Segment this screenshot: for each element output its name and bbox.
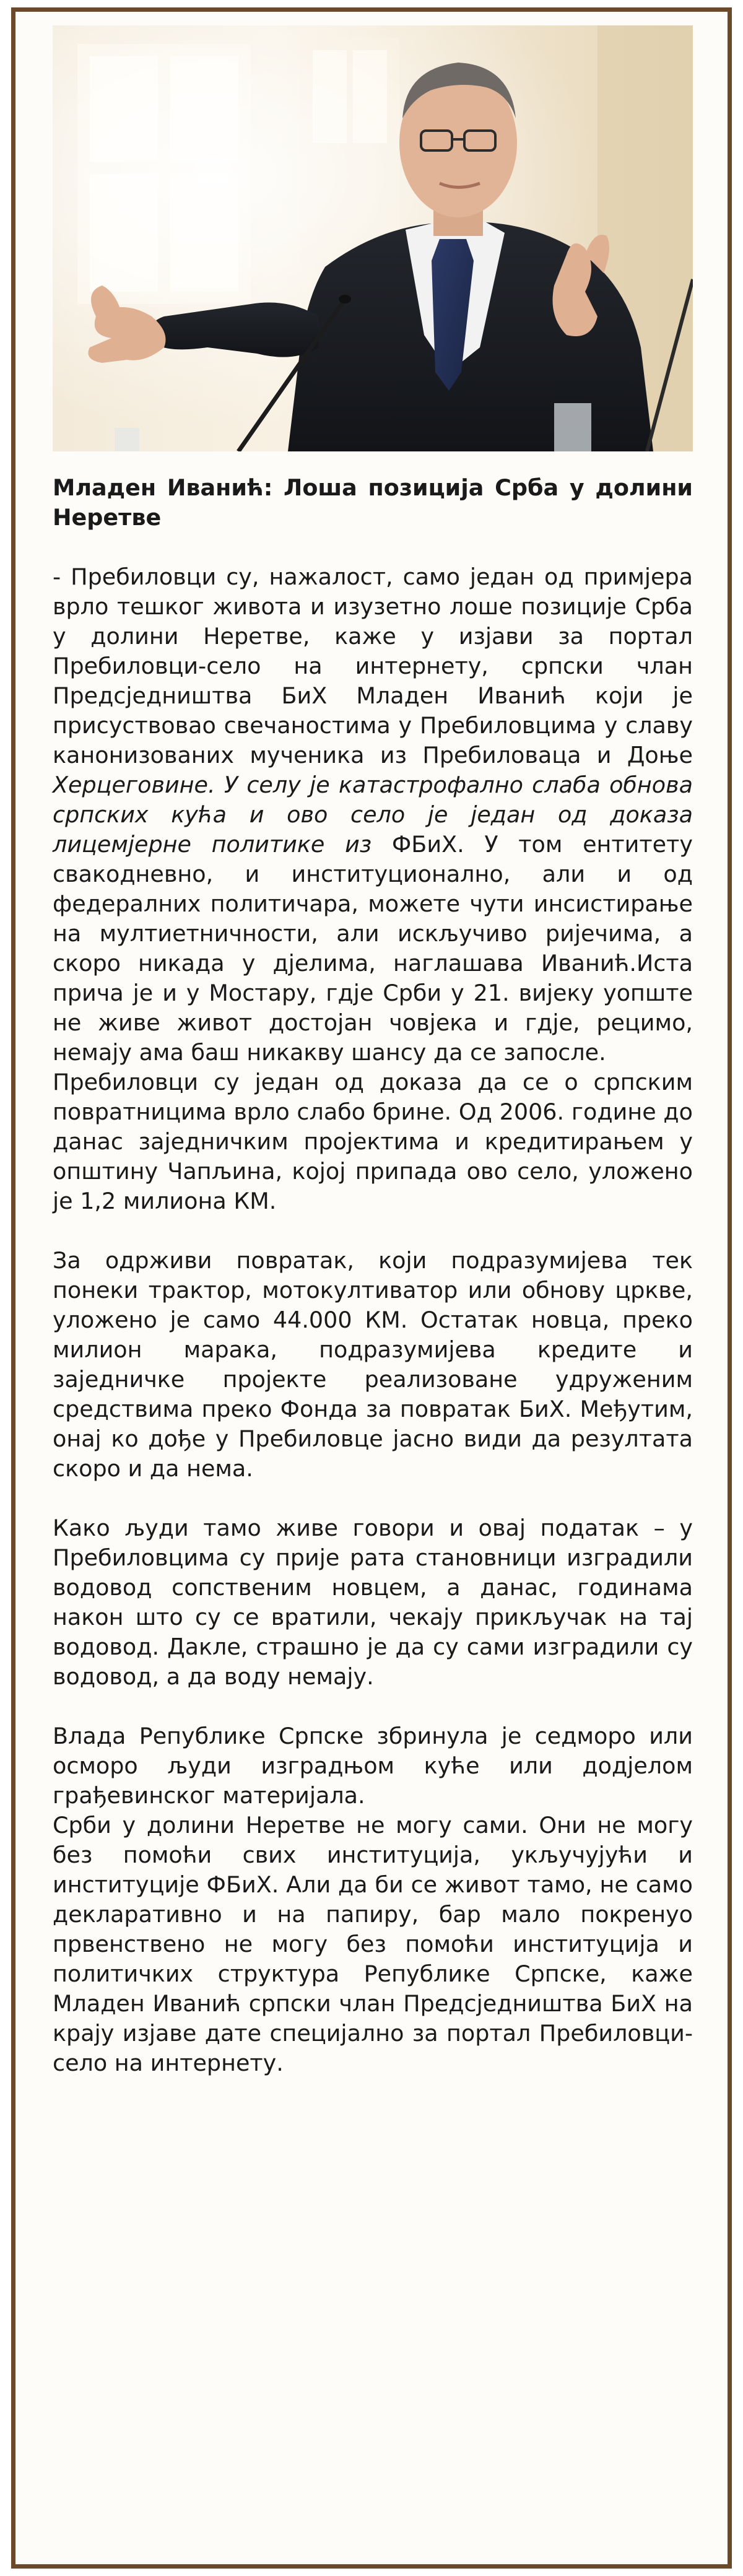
paragraph-2: Пребиловци су један од доказа да се о српским повратницима врло слабо брине. Од 2006. године до данас заједничким пројектима и кредитирањем у општину Чапљина, којој припада ово село, уложено је 1,2 милиона КМ.	[53, 1069, 693, 1214]
paragraph-4: Како људи тамо живе говори и овај податак – у Пребиловцима су прије рата становници изградили водовод сопственим новцем, а данас, годинама након што су се вратили, чекају прикључак на тај водовод. Дакле, страшно је да су сами изградили су водовод, а да воду немају.	[53, 1515, 693, 1690]
paragraph-1-text-a: - Пребиловци су, нажалост, само један од примјера врло тешког живота и изузетно лоше позиције Срба у долини Неретве, каже у изјави за портал Пребиловци-село на интернету, српски члан Предсједништва БиХ Младен Иванић који је присуствовао свечаностима у Пребиловцима у славу канонизованих мученика из Пребиловаца и Доње	[53, 564, 693, 768]
paragraph-1-text-c: ФБиХ. У том ентитету свакодневно, и институционално, али и од федералних политичара, можете чути инсистирање на мултиетничности, али искључиво ријечима, а скоро никада у дјелима, наглашава Иванић.Иста прича је и у Мостару, гдје Срби у 21. вијеку уопште не живе живот достојан човјека и гдје, рецимо, немају ама баш никакву шансу да се запосле.	[53, 831, 693, 1066]
article-frame	[11, 7, 732, 2569]
paragraph-spacer	[53, 1692, 693, 1721]
paragraph-spacer	[53, 1484, 693, 1513]
article-title: Младен Иванић: Лоша позиција Срба у долини Неретве	[53, 474, 693, 531]
article-body	[53, 473, 693, 2078]
paragraph-5: Влада Републике Српске збринула је седморо или осморо људи изградњом куће или додјелом грађевинског материјала.	[53, 1723, 693, 1809]
politician-speaking-photo	[53, 25, 693, 451]
paragraph-1-italic-quote: Херцеговине. У селу је катастрофално слаба обнова српских кућа и ово село је један од доказа лицемјерне политике из	[53, 772, 693, 858]
paragraph-spacer	[53, 1216, 693, 1246]
paragraph-6: Срби у долини Неретве не могу сами. Они не могу без помоћи свих институција, укључујући и институције ФБиХ. Али да би се живот тамо, не само декларативно и на папиру, бар мало покренуо првенствено не могу без помоћи институција и политичких структура Републике Српске, каже Младен Иванић српски члан Предсједништва БиХ на крају изјаве дате специјално за портал Пребиловци-село на интернету.	[53, 1812, 693, 2076]
paragraph-3: За одрживи повратак, који подразумијева тек понеки трактор, мотокултиватор или обнову цркве, уложено је само 44.000 КМ. Остатак новца, преко милион марака, подразумијева кредите и заједничке пројекте реализоване удруженим средствима преко Фонда за повратак БиХ. Међутим, онај ко дође у Пребиловце јасно види да резултата скоро и да нема.	[53, 1247, 693, 1482]
paragraph-1	[53, 562, 693, 1068]
